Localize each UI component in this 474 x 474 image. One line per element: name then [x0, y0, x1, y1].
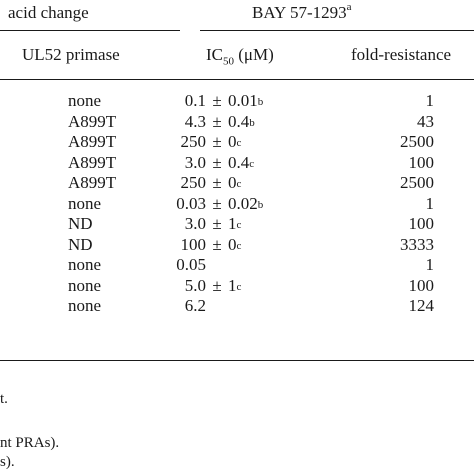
primase-cell: A899T	[68, 112, 117, 131]
primase-cell: A899T	[68, 132, 117, 151]
ic50-cell: 3.0 ± 0.4 $^c$	[150, 153, 254, 173]
primase-cell: A899T	[68, 173, 117, 192]
ic50-error: 0	[228, 173, 237, 192]
primase-cell: none	[68, 296, 102, 315]
ic50-cell: 100 ± 0 $^c$	[150, 235, 241, 255]
ic50-value: 3.0	[184, 214, 206, 233]
ic50-value: 0.03	[176, 194, 206, 213]
fold-cell: 2500	[400, 132, 434, 151]
ic50-cell: 4.3 ± 0.4 $^b$	[150, 112, 255, 132]
fold-cell: 100	[408, 153, 434, 172]
primase-cell: none	[68, 255, 102, 274]
plus-minus: ±	[212, 214, 222, 233]
ic50-cell	[150, 296, 228, 316]
footnote-1: t.	[0, 391, 8, 407]
plus-minus: ±	[212, 132, 222, 151]
fold-cell: 1	[425, 255, 434, 274]
plus-minus: ±	[212, 173, 222, 192]
ic50-cell: 250 ± 0 $^c$	[150, 132, 241, 152]
plus-minus: ±	[212, 194, 222, 213]
ic50-error: 0.02	[228, 194, 258, 213]
ic50-error: 0.01	[228, 91, 258, 110]
primase-cell: ND	[68, 214, 93, 233]
footnote-3: s).	[0, 454, 15, 470]
group-rule-right	[200, 30, 474, 31]
ic50-cell	[150, 255, 228, 275]
header-bottom-rule	[0, 79, 474, 80]
fold-cell: 1	[425, 91, 434, 110]
ic50-error: 1	[228, 214, 237, 233]
plus-minus: ±	[212, 153, 222, 172]
ic50-cell: 0.03 ± 0.02 $^b$	[150, 194, 263, 214]
ic50-cell: 5.0 ± 1 $^c$	[150, 276, 241, 296]
primase-cell: none	[68, 91, 102, 110]
group-header-acid-change: acid change	[8, 3, 89, 22]
col-header-primase: UL52 primase	[22, 45, 120, 64]
col-header-fold: fold-resistance	[351, 45, 452, 64]
fold-cell: 2500	[400, 173, 434, 192]
plus-minus: ±	[212, 276, 222, 295]
ic50-value: 4.3	[184, 112, 206, 131]
plus-minus: ±	[212, 235, 222, 254]
ic50-value: 250	[180, 132, 206, 151]
ic50-sub: 50	[223, 55, 234, 68]
ic50-error: 0	[228, 235, 237, 254]
ic50-value: 0.05	[176, 255, 206, 274]
plus-minus: ±	[212, 91, 222, 110]
ic50-error: 0	[228, 132, 237, 151]
fold-cell: 124	[408, 296, 434, 315]
fold-cell: 100	[408, 276, 434, 295]
ic50-value: 5.0	[184, 276, 206, 295]
ic50-value: 100	[180, 235, 206, 254]
group-rule-left	[0, 30, 180, 31]
ic50-value: 0.1	[184, 91, 206, 110]
ic50-suffix: (μM)	[234, 45, 274, 64]
fold-cell: 43	[417, 112, 434, 131]
primase-cell: none	[68, 194, 102, 213]
fold-cell: 100	[408, 214, 434, 233]
group-header-bay-text: BAY 57-1293	[252, 3, 347, 22]
ic50-value: 3.0	[184, 153, 206, 172]
ic50-value: 6.2	[184, 296, 206, 315]
ic50-value: 250	[180, 173, 206, 192]
primase-cell: A899T	[68, 153, 117, 172]
plus-minus: ±	[212, 112, 222, 131]
ic50-error: 1	[228, 276, 237, 295]
group-header-bay-sup: a	[346, 1, 352, 14]
ic50-prefix: IC	[206, 45, 223, 64]
fold-cell: 1	[425, 194, 434, 213]
fold-cell: 3333	[400, 235, 434, 254]
ic50-error: 0.4	[228, 153, 250, 172]
primase-cell: ND	[68, 235, 93, 254]
ic50-cell: 3.0 ± 1 $^c$	[150, 214, 241, 234]
footnote-2: nt PRAs).	[0, 435, 60, 451]
group-header-bay	[252, 3, 352, 23]
primase-cell: none	[68, 276, 102, 295]
table-bottom-rule	[0, 360, 474, 361]
ic50-cell: 0.1 ± 0.01 $^b$	[150, 91, 263, 111]
ic50-error: 0.4	[228, 112, 250, 131]
col-header-ic50	[206, 45, 274, 68]
ic50-cell: 250 ± 0 $^c$	[150, 173, 241, 193]
